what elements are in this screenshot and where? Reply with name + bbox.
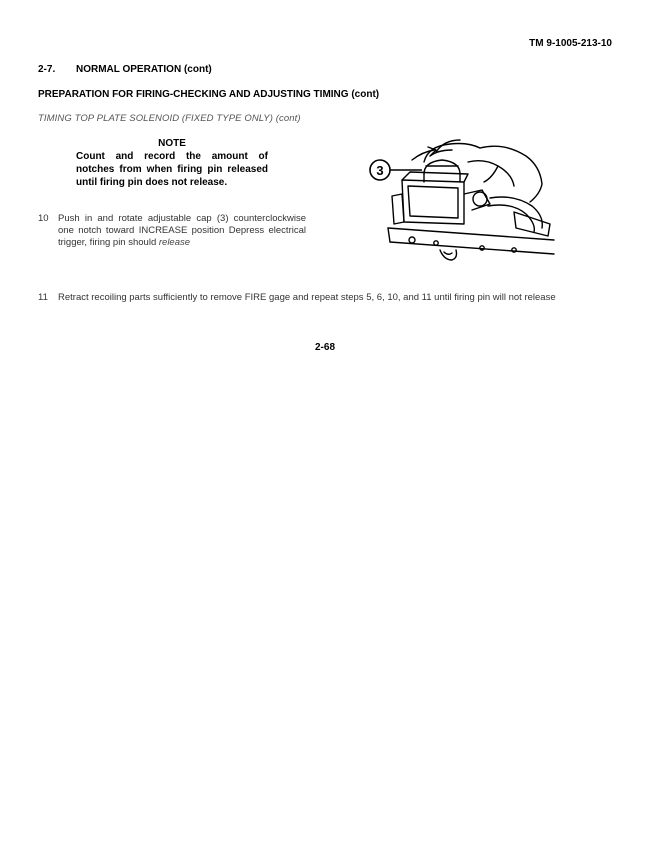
step-text: Retract recoiling parts sufficiently to remove FIRE gage and repeat steps 5, 6, 10, and 11 until firing pin will not release <box>58 292 556 303</box>
step-emphasis: release <box>158 237 191 248</box>
section-title <box>38 64 212 75</box>
tm-number: TM 9-1005-213-10 <box>529 38 612 49</box>
solenoid-illustration <box>364 132 560 274</box>
step-11 <box>38 292 612 304</box>
procedure-heading: PREPARATION FOR FIRING-CHECKING AND ADJUSTING TIMING (cont) <box>38 89 380 100</box>
section-number: 2-7. <box>38 64 56 75</box>
callout-number: 3 <box>376 163 384 178</box>
step-number: 10 <box>38 213 49 224</box>
page-number: 2-68 <box>314 342 335 353</box>
solenoid-drawing <box>364 132 560 274</box>
step-number: 11 <box>38 292 48 303</box>
step-text: Push in and rotate adjustable cap (3) counterclockwise one notch toward INCREASE position Depress electrical trigger, firing pin should release <box>58 213 306 248</box>
note-body: Count and record the amount of notches from when firing pin released until firing pin does not release. <box>76 151 268 188</box>
section-name: NORMAL OPERATION (cont) <box>76 64 212 75</box>
procedure-subheading: TIMING TOP PLATE SOLENOID (FIXED TYPE ONLY) (cont) <box>38 113 301 124</box>
step-10 <box>38 213 306 249</box>
note-box <box>76 138 268 189</box>
note-title: NOTE <box>158 138 186 149</box>
